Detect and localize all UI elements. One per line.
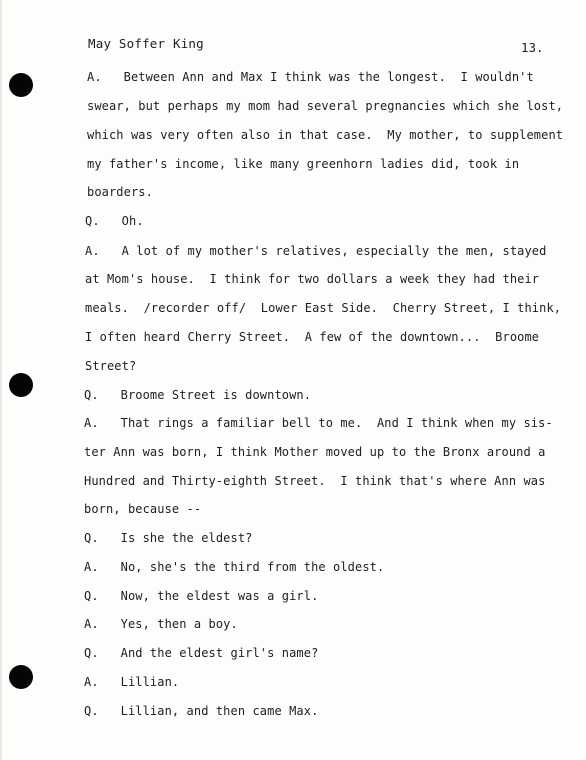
page-number: 13. <box>521 40 544 55</box>
transcript-line: A. That rings a familiar bell to me. And I think when my sis- <box>84 416 553 430</box>
transcript-line: at Mom's house. I think for two dollars a week they had their <box>85 272 540 286</box>
transcript-line: A. No, she's the third from the oldest. <box>84 560 385 574</box>
transcript-line: Q. Lillian, and then came Max. <box>84 704 319 718</box>
binder-hole <box>9 665 33 689</box>
transcript-line: A. Lillian. <box>84 675 180 689</box>
transcript-line: Q. And the eldest girl's name? <box>84 646 319 660</box>
transcript-line: Street? <box>85 359 137 373</box>
transcript-line: A. Between Ann and Max I think was the longest. I wouldn't <box>87 70 534 84</box>
transcript-line: Q. Is she the eldest? <box>84 531 253 545</box>
transcript-line: A. Yes, then a boy. <box>84 617 238 631</box>
transcript-line: Q. Broome Street is downtown. <box>84 388 312 402</box>
transcript-line: ter Ann was born, I think Mother moved up to the Bronx around a <box>84 445 546 459</box>
transcript-line: A. A lot of my mother's relatives, especially the men, stayed <box>85 244 547 258</box>
binder-hole <box>9 73 33 97</box>
page-edge <box>0 0 2 760</box>
transcript-line: Q. Now, the eldest was a girl. <box>84 589 319 603</box>
transcript-line: Q. Oh. <box>85 214 144 228</box>
transcript-line: I often heard Cherry Street. A few of the downtown... Broome <box>85 330 540 344</box>
transcript-line: boarders. <box>87 185 153 199</box>
transcript-line: born, because -- <box>84 502 202 516</box>
header-name: May Soffer King <box>88 36 204 51</box>
transcript-line: meals. /recorder off/ Lower East Side. Cherry Street, I think, <box>85 301 562 315</box>
transcript-line: my father's income, like many greenhorn ladies did, took in <box>87 157 520 171</box>
binder-hole <box>9 373 33 397</box>
transcript-line: which was very often also in that case. My mother, to supplement <box>87 128 564 142</box>
transcript-line: Hundred and Thirty-eighth Street. I think that's where Ann was <box>84 474 546 488</box>
transcript-line: swear, but perhaps my mom had several pregnancies which she lost, <box>87 99 564 113</box>
